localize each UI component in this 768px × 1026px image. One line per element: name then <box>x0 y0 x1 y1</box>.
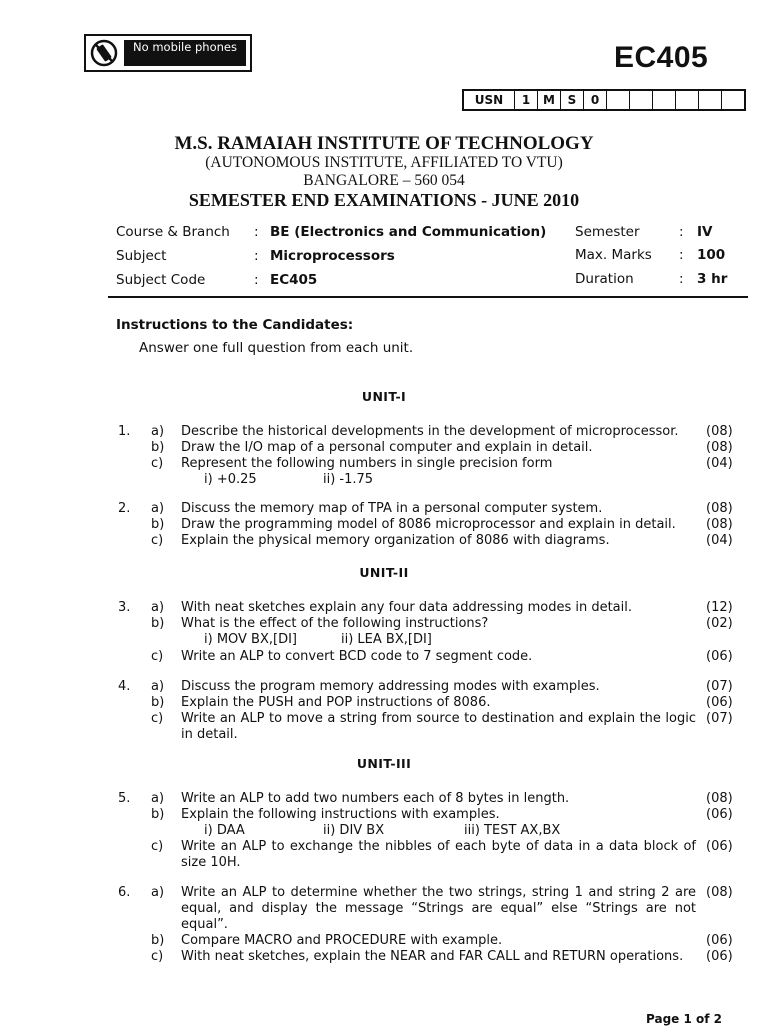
question-text: With neat sketches, explain the NEAR and FAR CALL and RETURN operations. <box>181 949 684 964</box>
institute-name: M.S. RAMAIAH INSTITUTE OF TECHNOLOGY <box>174 133 594 154</box>
sub-item: i) MOV BX,[DI] <box>204 632 298 647</box>
usn-cell <box>721 91 744 109</box>
part-label: a) <box>151 885 165 900</box>
course-value: BE (Electronics and Communication) <box>270 224 547 240</box>
marks: (06) <box>706 649 733 664</box>
part-label: c) <box>151 649 164 664</box>
marks: (08) <box>706 885 733 900</box>
separator: : <box>679 271 684 287</box>
usn-cell: M <box>537 91 560 109</box>
part-label: a) <box>151 600 165 615</box>
semester-label: Semester <box>575 224 640 240</box>
no-mobile-phone-icon <box>90 39 118 67</box>
subject-label: Subject <box>116 248 167 264</box>
instructions-heading: Instructions to the Candidates: <box>116 317 354 333</box>
question-text: Write an ALP to move a string from source to destination and explain the logic in detail. <box>181 711 696 742</box>
question-text: Write an ALP to add two numbers each of 8 bytes in length. <box>181 791 570 806</box>
usn-cell: 0 <box>583 91 606 109</box>
separator: : <box>254 224 259 240</box>
subject-code-value: EC405 <box>270 272 318 288</box>
question-text: Draw the programming model of 8086 microprocessor and explain in detail. <box>181 517 676 532</box>
question-text: Explain the following instructions with examples. <box>181 807 500 822</box>
usn-cell <box>675 91 698 109</box>
marks: (06) <box>706 695 733 710</box>
part-label: b) <box>151 517 165 532</box>
separator: : <box>679 247 684 263</box>
part-label: b) <box>151 616 165 631</box>
question-text: Write an ALP to exchange the nibbles of each byte of data in a data block of size 10H. <box>181 839 696 870</box>
question-number: 3. <box>118 600 131 615</box>
marks: (07) <box>706 711 733 726</box>
duration-value: 3 hr <box>697 271 728 287</box>
part-label: b) <box>151 807 165 822</box>
question-text: Discuss the program memory addressing modes with examples. <box>181 679 600 694</box>
marks: (04) <box>706 456 733 471</box>
question-text: Represent the following numbers in single precision form <box>181 456 553 471</box>
separator: : <box>679 224 684 240</box>
badge-label: No mobile phones <box>124 40 246 66</box>
sub-item: ii) -1.75 <box>323 472 374 487</box>
part-label: a) <box>151 791 165 806</box>
marks: (08) <box>706 791 733 806</box>
question-text: Compare MACRO and PROCEDURE with example. <box>181 933 503 948</box>
usn-cell <box>698 91 721 109</box>
part-label: a) <box>151 501 165 516</box>
institute-city: BANGALORE – 560 054 <box>303 172 465 189</box>
question-text: What is the effect of the following instructions? <box>181 616 489 631</box>
question-number: 4. <box>118 679 131 694</box>
part-label: c) <box>151 533 164 548</box>
max-marks-value: 100 <box>697 247 726 263</box>
marks: (04) <box>706 533 733 548</box>
usn-cell: S <box>560 91 583 109</box>
question-number: 2. <box>118 501 131 516</box>
sub-item: i) DAA <box>204 823 245 838</box>
subject-code-label: Subject Code <box>116 272 206 288</box>
unit-heading: UNIT-III <box>356 756 412 771</box>
subject-code-heading: EC405 <box>614 41 709 74</box>
marks: (08) <box>706 440 733 455</box>
part-label: a) <box>151 424 165 439</box>
part-label: b) <box>151 933 165 948</box>
question-text: Explain the physical memory organization of 8086 with diagrams. <box>181 533 610 548</box>
marks: (08) <box>706 517 733 532</box>
marks: (08) <box>706 501 733 516</box>
part-label: c) <box>151 949 164 964</box>
separator: : <box>254 272 259 288</box>
marks: (08) <box>706 424 733 439</box>
sub-item: ii) DIV BX <box>323 823 385 838</box>
institute-subtitle: (AUTONOMOUS INSTITUTE, AFFILIATED TO VTU) <box>205 154 563 171</box>
usn-cell: 1 <box>514 91 537 109</box>
marks: (06) <box>706 807 733 822</box>
marks: (02) <box>706 616 733 631</box>
question-text: Draw the I/O map of a personal computer and explain in detail. <box>181 440 593 455</box>
instructions-text: Answer one full question from each unit. <box>139 340 414 356</box>
marks: (07) <box>706 679 733 694</box>
sub-item: iii) TEST AX,BX <box>464 823 561 838</box>
question-text: Discuss the memory map of TPA in a personal computer system. <box>181 501 603 516</box>
usn-cell <box>652 91 675 109</box>
question-text: With neat sketches explain any four data addressing modes in detail. <box>181 600 633 615</box>
usn-label: USN <box>474 93 504 107</box>
marks: (06) <box>706 839 733 854</box>
header-divider <box>108 296 748 298</box>
marks: (06) <box>706 949 733 964</box>
separator: : <box>254 248 259 264</box>
no-mobile-phones-badge <box>84 34 252 72</box>
question-number: 1. <box>118 424 131 439</box>
part-label: c) <box>151 711 164 726</box>
duration-label: Duration <box>575 271 634 287</box>
course-label: Course & Branch <box>116 224 230 240</box>
marks: (12) <box>706 600 733 615</box>
marks: (06) <box>706 933 733 948</box>
unit-heading: UNIT-I <box>361 389 407 404</box>
part-label: b) <box>151 695 165 710</box>
question-text: Explain the PUSH and POP instructions of 8086. <box>181 695 491 710</box>
exam-title: SEMESTER END EXAMINATIONS - JUNE 2010 <box>188 190 580 210</box>
max-marks-label: Max. Marks <box>575 247 652 263</box>
page-number: Page 1 of 2 <box>646 1012 722 1026</box>
part-label: c) <box>151 456 164 471</box>
usn-boxes <box>462 89 746 111</box>
usn-cell <box>629 91 652 109</box>
part-label: a) <box>151 679 165 694</box>
subject-value: Microprocessors <box>270 248 395 264</box>
usn-cell <box>606 91 629 109</box>
sub-item: i) +0.25 <box>204 472 257 487</box>
question-text: Write an ALP to convert BCD code to 7 segment code. <box>181 649 533 664</box>
unit-heading: UNIT-II <box>359 565 409 580</box>
question-text: Write an ALP to determine whether the two strings, string 1 and string 2 are equal, and display the message “Strings are equal” else “Strings are not equal”. <box>181 885 696 932</box>
part-label: c) <box>151 839 164 854</box>
semester-value: IV <box>697 224 713 240</box>
sub-item: ii) LEA BX,[DI] <box>341 632 432 647</box>
question-number: 6. <box>118 885 131 900</box>
question-number: 5. <box>118 791 131 806</box>
part-label: b) <box>151 440 165 455</box>
question-text: Describe the historical developments in the development of microprocessor. <box>181 424 679 439</box>
